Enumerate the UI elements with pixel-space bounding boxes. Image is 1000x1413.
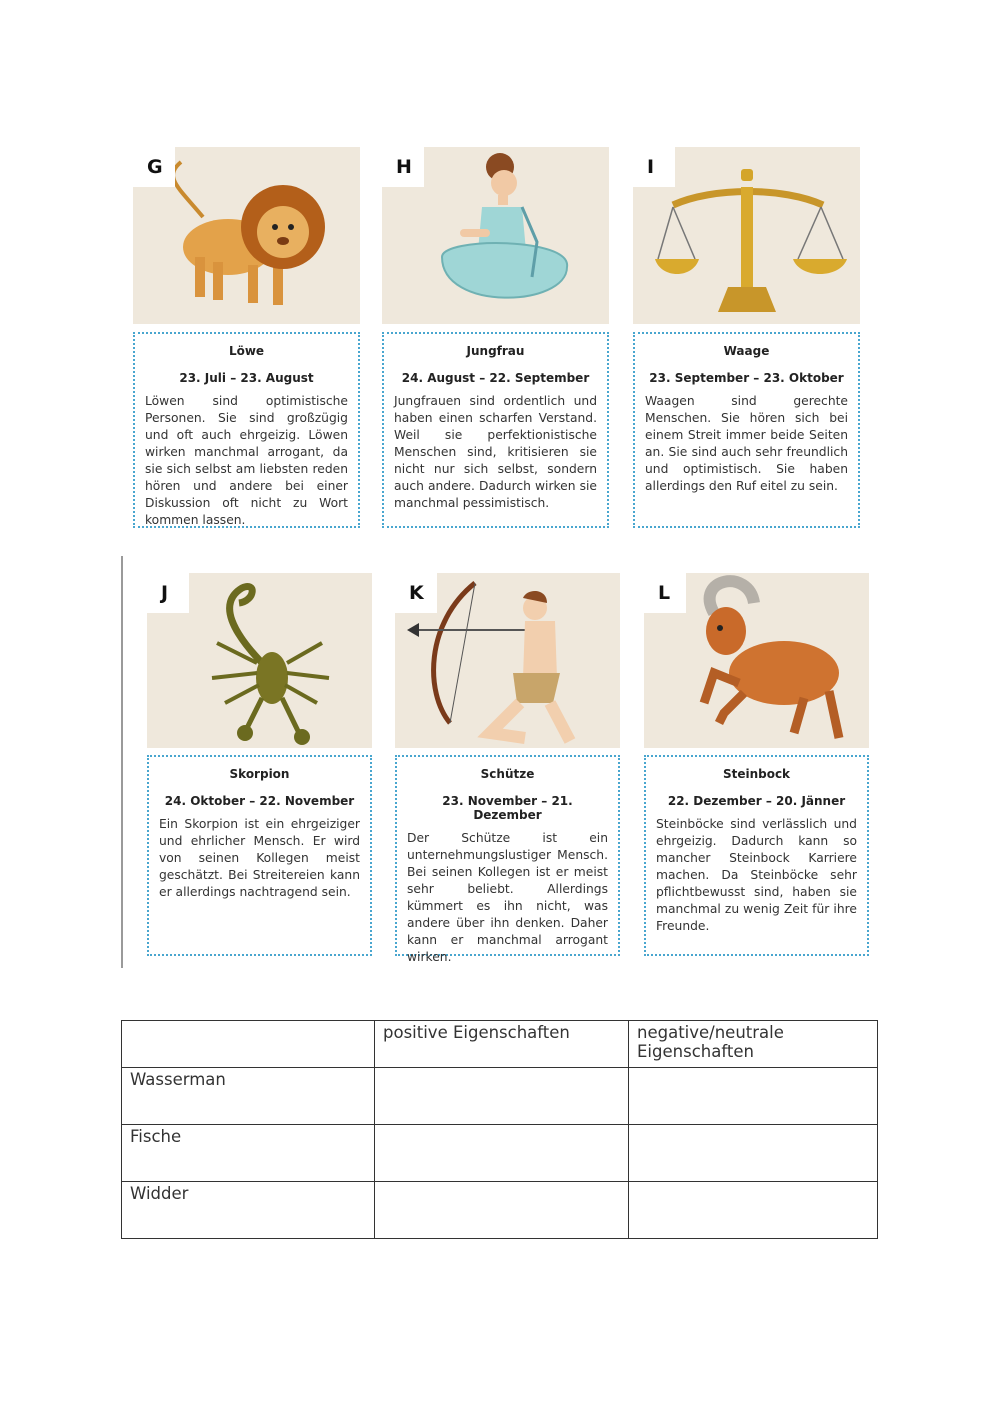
sign-description: Waagen sind gerechte Menschen. Sie hören sich bei einem Streit immer beide Seiten an. Sie sind auch sehr freundlich und optimistisch. Sie haben allerdings den Ruf eitel zu sein. — [645, 394, 848, 493]
table-header-cell: positive Eigenschaften — [375, 1021, 629, 1068]
table-header-row — [122, 1021, 878, 1068]
sign-description: Der Schütze ist ein unternehmungslustiger Mensch. Bei seinen Kollegen ist er meist sehr beliebt. Allerdings kümmert es ihn nicht, was andere über ihn denken. Daher kann er manchmal arrogant wirken. — [407, 831, 608, 964]
sign-label-cell: Wasserman — [122, 1068, 375, 1125]
table-header-cell — [122, 1021, 375, 1068]
card-picture — [644, 573, 869, 748]
card-text-box — [633, 332, 860, 528]
sign-name: Jungfrau — [466, 344, 525, 358]
card-picture — [633, 147, 860, 324]
sign-dates: 22. Dezember – 20. Jänner — [667, 794, 846, 808]
card-text-box — [382, 332, 609, 528]
sign-name: Skorpion — [229, 767, 290, 781]
sign-label-cell: Widder — [122, 1182, 375, 1239]
answer-cell[interactable] — [375, 1068, 629, 1125]
sign-dates: 23. November – 21. Dezember — [442, 794, 573, 822]
table-row — [122, 1182, 878, 1239]
sign-name: Steinbock — [722, 767, 791, 781]
card-letter: H — [382, 147, 424, 187]
card-picture — [133, 147, 360, 324]
card-text-box — [644, 755, 869, 956]
sign-dates: 24. August – 22. September — [401, 371, 590, 385]
table-row — [122, 1068, 878, 1125]
zodiac-card-loewe — [133, 147, 360, 528]
answer-cell[interactable] — [629, 1182, 878, 1239]
zodiac-card-jungfrau — [382, 147, 609, 528]
sign-description: Steinböcke sind verlässlich und ehrgeizig. Dadurch kann so mancher Steinbock Karriere machen. Da Steinböcke sehr pflichtbewusst sind, haben sie manchmal zu wenig Zeit für ihre Freunde. — [656, 817, 857, 933]
properties-table — [121, 1020, 878, 1239]
sign-dates: 24. Oktober – 22. November — [164, 794, 355, 808]
sign-dates: 23. September – 23. Oktober — [649, 371, 844, 385]
margin-line — [121, 556, 123, 968]
sign-dates: 23. Juli – 23. August — [179, 371, 314, 385]
answer-cell[interactable] — [375, 1182, 629, 1239]
card-text-box — [147, 755, 372, 956]
card-picture — [382, 147, 609, 324]
card-letter: I — [633, 147, 675, 187]
sign-description: Löwen sind optimistische Personen. Sie sind großzügig und oft auch ehrgeizig. Löwen wirken manchmal arrogant, da sie sich selbst am liebsten reden hören und andere bei einer Diskussion oft nicht zu Wort kommen lassen. — [145, 394, 348, 527]
sign-name: Waage — [723, 344, 770, 358]
sign-name: Schütze — [480, 767, 535, 781]
sign-name: Löwe — [228, 344, 265, 358]
card-picture — [147, 573, 372, 748]
zodiac-card-schuetze — [395, 573, 620, 964]
card-text-box — [133, 332, 360, 528]
sign-label-cell: Fische — [122, 1125, 375, 1182]
zodiac-card-waage — [633, 147, 860, 528]
sign-description: Jungfrauen sind ordentlich und haben einen scharfen Verstand. Weil sie perfektionistische Menschen sind, kritisieren sie nicht nur sich selbst, sondern auch andere. Dadurch wirken sie manchmal pessimistisch. — [394, 394, 597, 510]
zodiac-card-skorpion — [147, 573, 372, 956]
table-header-cell: negative/neutrale Eigenschaften — [629, 1021, 878, 1068]
card-picture — [395, 573, 620, 748]
sign-description: Ein Skorpion ist ein ehrgeiziger und ehrlicher Mensch. Er wird von seinen Kollegen meist geschätzt. Bei Streitereien kann er allerdings nachtragend sein. — [159, 817, 360, 899]
card-letter: L — [644, 573, 686, 613]
card-letter: G — [133, 147, 175, 187]
answer-cell[interactable] — [375, 1125, 629, 1182]
table-row — [122, 1125, 878, 1182]
answer-cell[interactable] — [629, 1068, 878, 1125]
card-text-box — [395, 755, 620, 964]
answer-cell[interactable] — [629, 1125, 878, 1182]
zodiac-card-steinbock — [644, 573, 869, 956]
card-letter: K — [395, 573, 437, 613]
card-letter: J — [147, 573, 189, 613]
